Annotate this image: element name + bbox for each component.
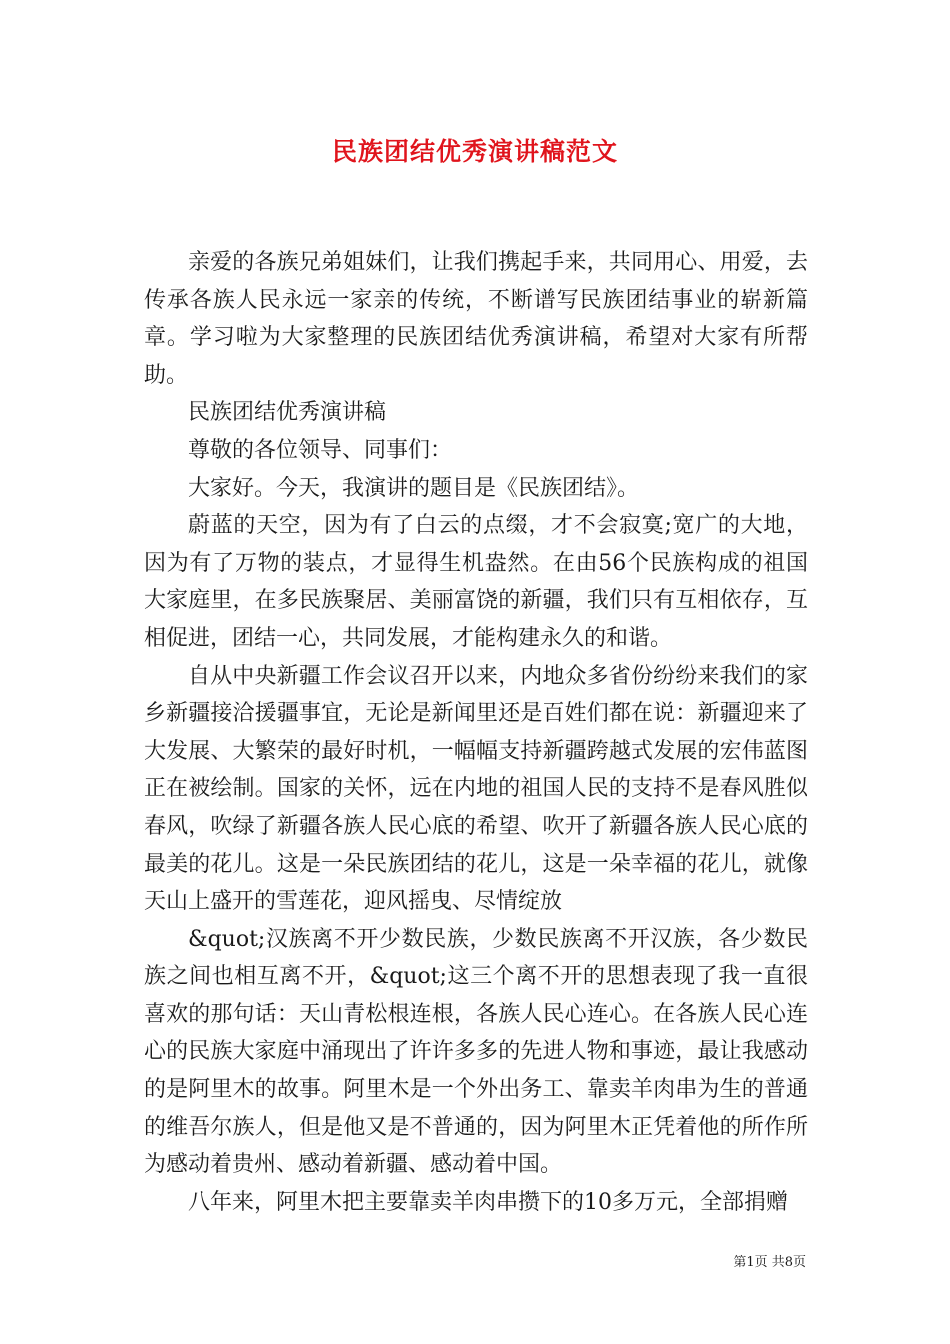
intro-paragraph: 亲爱的各族兄弟姐妹们，让我们携起手来，共同用心、用爱，去传承各族人民永远一家亲的传统，不断谱写民族团结事业的崭新篇章。学习啦为大家整理的民族团结优秀演讲稿，希望对大家有所帮助。 (144, 250, 808, 388)
body-paragraph: &quot;汉族离不开少数民族，少数民族离不开汉族，各少数民族之间也相互离不开，&quot;这三个离不开的思想表现了我一直很喜欢的那句话：天山青松根连根，各族人民心连心。在各族人民心连心的民族大家庭中涌现出了许许多多的先进人物和事迹，最让我感动的是阿里木的故事。阿里木是一个外出务工、靠卖羊肉串为生的普通的维吾尔族人，但是他又是不普通的，因为阿里木正凭着他的所作所为感动着贵州、感动着新疆、感动着中国。 (144, 926, 808, 1178)
salutation-paragraph: 尊敬的各位领导、同事们： (188, 437, 453, 463)
body-paragraph: 自从中央新疆工作会议召开以来，内地众多省份纷纷来我们的家乡新疆接洽援疆事宜，无论是新闻里还是百姓们都在说：新疆迎来了大发展、大繁荣的最好时机，一幅幅支持新疆跨越式发展的宏伟蓝图正在被绘制。国家的关怀，远在内地的祖国人民的支持不是春风胜似春风，吹绿了新疆各族人民心底的希望、吹开了新疆各族人民心底的最美的花儿。这是一朵民族团结的花儿，这是一朵幸福的花儿，就像天山上盛开的雪莲花，迎风摇曳、尽情绽放 (144, 663, 808, 915)
body-paragraph: 蔚蓝的天空，因为有了白云的点缀，才不会寂寞;宽广的大地，因为有了万物的装点，才显得生机盎然。在由56个民族构成的祖国大家庭里，在多民族聚居、美丽富饶的新疆，我们只有互相依存，互相促进，团结一心，共同发展，才能构建永久的和谐。 (144, 513, 808, 651)
document-title: 民族团结优秀演讲稿范文 (331, 137, 618, 166)
speech-heading: 民族团结优秀演讲稿 (188, 400, 387, 426)
document-body (144, 244, 808, 1221)
page-number-footer: 第1页 共8页 (733, 1255, 806, 1270)
greeting-paragraph: 大家好。今天，我演讲的题目是《民族团结》。 (188, 475, 640, 501)
body-paragraph: 八年来，阿里木把主要靠卖羊肉串攒下的10多万元，全部捐赠 (188, 1189, 788, 1215)
